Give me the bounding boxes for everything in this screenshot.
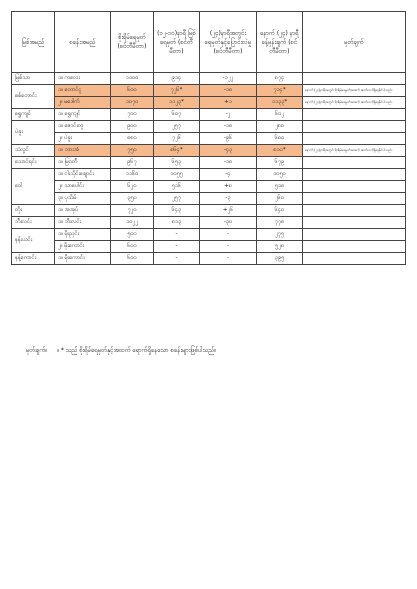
- current-level-cell: -: [154, 241, 200, 253]
- current-level-cell: ၇၂၆: [154, 133, 200, 145]
- forecast-cell: ၅၂၈: [257, 241, 303, 253]
- danger-level-cell: ၇၀၀: [111, 109, 154, 121]
- station-cell: ၂။ မိုးကောင်း: [55, 241, 111, 253]
- change-cell: -၉၆: [200, 133, 257, 145]
- table-row: [12, 205, 406, 217]
- river-level-table: [11, 11, 406, 265]
- danger-level-cell: ၈၈၀: [111, 133, 154, 145]
- current-level-cell: ၉၁၄: [154, 73, 200, 85]
- table-row: [12, 73, 406, 85]
- change-cell: -၂: [200, 109, 257, 121]
- table-row: [12, 85, 406, 97]
- footer-note: [26, 346, 224, 355]
- table-row: [12, 229, 406, 241]
- table-row: [12, 133, 406, 145]
- forecast-cell: ၁၁၃၃*: [257, 97, 303, 109]
- state-cell: သံလွင်: [12, 145, 55, 157]
- danger-level-cell: ၁၀၂၂: [111, 217, 154, 229]
- station-cell: ၁။ ရွှေကျင်: [55, 109, 111, 121]
- header-state: မြစ်အမည်: [12, 12, 55, 73]
- current-level-cell: -: [154, 253, 200, 265]
- danger-level-cell: ၇၅၀: [111, 145, 154, 157]
- state-cell: ဘီးလင်း: [12, 217, 55, 229]
- forecast-cell: ၆၈၀: [257, 133, 303, 145]
- danger-level-cell: ၉၆၇: [111, 157, 154, 169]
- state-cell: နန့်ကောင်း: [12, 253, 55, 265]
- station-cell: ၁။ မြဝတီ: [55, 157, 111, 169]
- danger-level-cell: ၆၀၀: [111, 253, 154, 265]
- forecast-cell: ၆၀၂: [257, 109, 303, 121]
- state-cell: ဝေါ: [12, 169, 55, 205]
- current-level-cell: ၂၅၇: [154, 121, 200, 133]
- current-level-cell: ၇၂၆*: [154, 85, 200, 97]
- current-level-cell: ၅၁၆: [154, 181, 200, 193]
- forecast-cell: ၂၆၀: [257, 193, 303, 205]
- station-cell: ၁။ ငါးသိုင်းချောင်း: [55, 169, 111, 181]
- change-cell: -၁၈: [200, 85, 257, 97]
- change-cell: -၃: [200, 193, 257, 205]
- station-cell: ၁။ တောင်ငူ: [55, 85, 111, 97]
- state-cell: ရွှေကျင်: [12, 109, 55, 121]
- danger-level-cell: ၅၀၀: [111, 229, 154, 241]
- danger-level-cell: ၁၀၇၀: [111, 97, 154, 109]
- table-row: [12, 145, 406, 157]
- table-row: [12, 157, 406, 169]
- forecast-cell: ၇၇၈: [257, 217, 303, 229]
- current-level-cell: ၂၅၇: [154, 193, 200, 205]
- table-row: [12, 217, 406, 229]
- state-cell: နန်းယင်း: [12, 229, 55, 253]
- remark-cell: [303, 109, 406, 121]
- forecast-cell: ၂၇၅: [257, 229, 303, 241]
- footer-label: မှတ်ချက်။: [26, 347, 48, 354]
- state-cell: ပဲခူး: [12, 121, 55, 145]
- station-cell: ၃။ ပုသိမ်: [55, 193, 111, 205]
- forecast-cell: ၆၄၀: [257, 205, 303, 217]
- forecast-cell: ၆၇၉: [257, 157, 303, 169]
- danger-level-cell: ၁၁၀၀: [111, 73, 154, 85]
- table-row: [12, 181, 406, 193]
- station-cell: ၁။ ဘားအံ: [55, 145, 111, 157]
- danger-level-cell: ၆၀၀: [111, 241, 154, 253]
- change-cell: -: [200, 241, 257, 253]
- remark-cell: [303, 73, 406, 85]
- remark-cell: [303, 133, 406, 145]
- remark-cell: နောက် (၂၄)နာရီအတွင်း စိုးရိမ်ရေမှတ်အထက် ဆက်လက်ရှိနေနိုင်ပါသည်။: [303, 97, 406, 109]
- danger-level-cell: ၆၂၀: [111, 181, 154, 193]
- change-cell: -၄၃: [200, 145, 257, 157]
- forecast-cell: ၅၁၈: [257, 181, 303, 193]
- forecast-cell: ၇၁၄*: [257, 85, 303, 97]
- state-cell: စစ်တောင်း: [12, 85, 55, 109]
- header-remark: မှတ်ချက်: [303, 12, 406, 73]
- danger-level-cell: ၃၅၀: [111, 193, 154, 205]
- station-cell: ၁။ မိုးညှင်း: [55, 229, 111, 241]
- table-row: [12, 241, 406, 253]
- remark-cell: [303, 169, 406, 181]
- current-level-cell: ၁၁၂၃*: [154, 97, 200, 109]
- header-danger-level: စိုးရိမ်ရေမှတ် (စင်တီမီတာ): [111, 12, 154, 73]
- station-cell: ၂။ သာပေါင်း: [55, 181, 111, 193]
- change-cell: -၄: [200, 169, 257, 181]
- header-row: [12, 12, 406, 73]
- remark-cell: [303, 121, 406, 133]
- table-row: [12, 97, 406, 109]
- remark-cell: [303, 205, 406, 217]
- table-row: [12, 169, 406, 181]
- table-row: [12, 253, 406, 265]
- forecast-cell: ၁၀၅၀: [257, 169, 303, 181]
- current-level-cell: -: [154, 229, 200, 241]
- remark-cell: [303, 253, 406, 265]
- remark-cell: နောက် (၂၄)နာရီအတွင်း စိုးရိမ်ရေမှတ်အထက် ဆက်လက်ရှိနေနိုင်ပါသည်။: [303, 145, 406, 157]
- station-cell: ၁။ ဘီးလင်း: [55, 217, 111, 229]
- remark-cell: [303, 193, 406, 205]
- current-level-cell: ၈၆၄*: [154, 145, 200, 157]
- change-cell: +၂၆: [200, 205, 257, 217]
- current-level-cell: ၈၁၃: [154, 217, 200, 229]
- change-cell: -၁၈: [200, 157, 257, 169]
- header-forecast: နောက် (၂၄) နာရီ ခန့်မှန်းချက် (စင်တီမီတာ): [257, 12, 303, 73]
- remark-cell: [303, 157, 406, 169]
- forecast-cell: ၈၇၄: [257, 73, 303, 85]
- remark-cell: [303, 229, 406, 241]
- table-row: [12, 121, 406, 133]
- station-cell: ၁။ ဇောင်းတူ: [55, 121, 111, 133]
- forecast-cell: ၂၈၀: [257, 121, 303, 133]
- footer-text: ။ * သည် စိုးရိမ်ရေမှတ်နှင့်အထက် ရောက်ရှိနေသော စခန်းများဖြစ်ပါသည်။: [57, 347, 217, 354]
- table-row: [12, 193, 406, 205]
- header-change: (၂၄)နာရီအတွင်း ရေမှတ်နှင့်ပြောင်းလဲမှု (စင်တီမီတာ): [200, 12, 257, 73]
- danger-level-cell: ၁၁၆၀: [111, 169, 154, 181]
- change-cell: -၁၂၂: [200, 73, 257, 85]
- danger-level-cell: ၉၀၀: [111, 121, 154, 133]
- state-cell: တိုး: [12, 205, 55, 217]
- state-cell: မြစ်သာ: [12, 73, 55, 85]
- station-cell: ၁။ ကလေး: [55, 73, 111, 85]
- forecast-cell: ၃၉၅: [257, 253, 303, 265]
- remark-cell: [303, 217, 406, 229]
- forecast-cell: ၈၁၀*: [257, 145, 303, 157]
- change-cell: +၁: [200, 97, 257, 109]
- current-level-cell: ၆၀၇: [154, 109, 200, 121]
- remark-cell: [303, 181, 406, 193]
- station-cell: ၂။ ပဲခူး: [55, 133, 111, 145]
- station-cell: ၁။ မိုးကောင်း: [55, 253, 111, 265]
- change-cell: -: [200, 253, 257, 265]
- change-cell: +၈: [200, 181, 257, 193]
- header-current-level: (၁၂-၁၀)နာရီ မြစ်ရေမှတ် (စင်တီမီတာ): [154, 12, 200, 73]
- table-row: [12, 109, 406, 121]
- station-cell: ၁။ အအုပ်: [55, 205, 111, 217]
- current-level-cell: ၆၄၃: [154, 205, 200, 217]
- change-cell: -၁၈: [200, 121, 257, 133]
- remark-cell: [303, 241, 406, 253]
- state-cell: သောင်ရင်း: [12, 157, 55, 169]
- header-station: စခန်းအမည်: [55, 12, 111, 73]
- station-cell: ၂။ မဒေါက်: [55, 97, 111, 109]
- danger-level-cell: ၇၂၀: [111, 205, 154, 217]
- current-level-cell: ၆၅၃: [154, 157, 200, 169]
- change-cell: -၃၀: [200, 217, 257, 229]
- table-body: [12, 73, 406, 265]
- current-level-cell: ၁၀၅၅: [154, 169, 200, 181]
- change-cell: -: [200, 229, 257, 241]
- remark-cell: နောက် (၂၄)နာရီအတွင်း စိုးရိမ်ရေမှတ်အထက် ဆက်လက်ရှိနေနိုင်ပါသည်။: [303, 85, 406, 97]
- danger-level-cell: ၆၀၀: [111, 85, 154, 97]
